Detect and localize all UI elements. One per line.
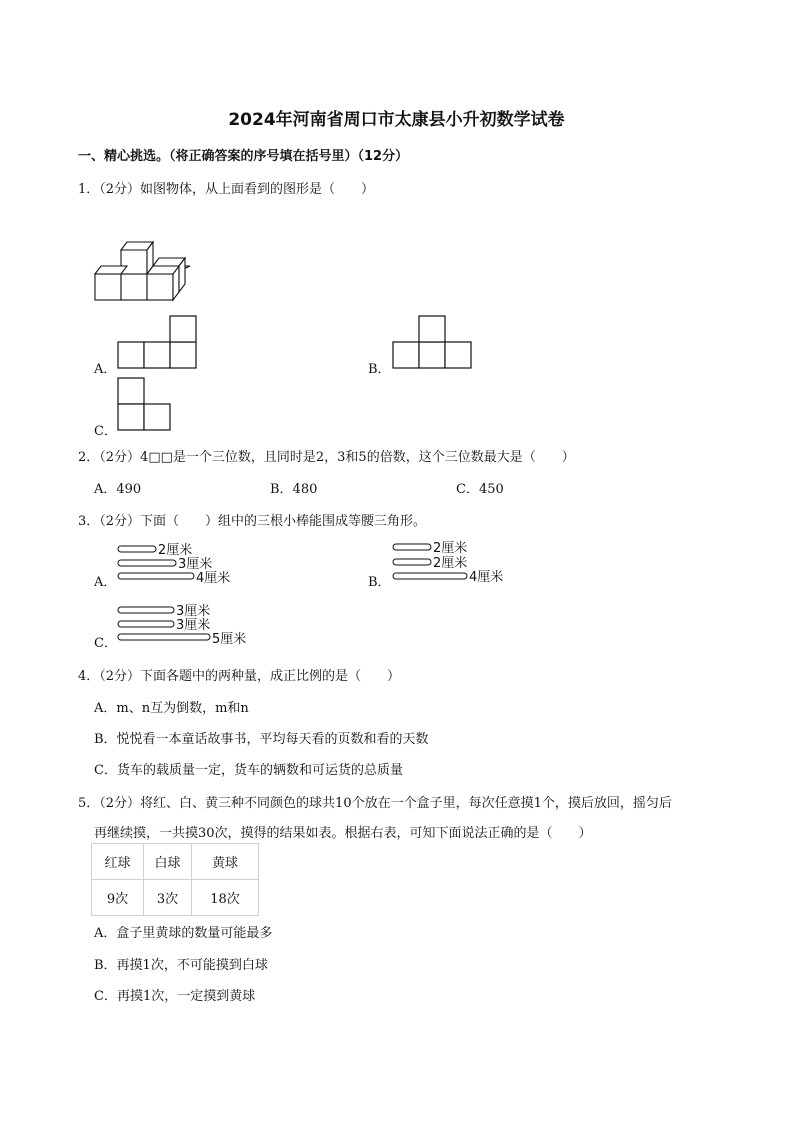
q2-option-a[interactable]: A．490 (94, 482, 142, 497)
q3-c-stick-3-label: 5厘米 (212, 632, 247, 647)
q1-option-b-figure[interactable] (392, 314, 476, 372)
q3-a-stick-3-label: 4厘米 (196, 571, 231, 586)
table-cell-red: 9次 (92, 880, 144, 916)
table-header-white: 白球 (144, 844, 192, 880)
question-3-stem: 3．（2分）下面（ ）组中的三根小棒能围成等腰三角形。 (78, 514, 427, 529)
q3-option-c-label[interactable]: C． (94, 636, 117, 651)
section-heading-1: 一、精心挑选。（将正确答案的序号填在括号里）（12分） (78, 149, 409, 164)
table-header-yellow: 黄球 (192, 844, 259, 880)
table-cell-white: 3次 (144, 880, 192, 916)
q5-result-table (91, 843, 259, 916)
question-5-stem-line-1: 5．（2分）将红、白、黄三种不同颜色的球共10个放在一个盒子里，每次任意摸1个，摸后放回，摇匀后 (78, 796, 672, 811)
q3-c-stick-2-label: 3厘米 (176, 618, 211, 633)
q1-option-c-figure[interactable] (117, 376, 175, 434)
page-title: 2024年河南省周口市太康县小升初数学试卷 (228, 110, 565, 130)
q1-bottom-cube-1 (95, 274, 121, 300)
q1-bottom-cube-3 (147, 274, 173, 300)
q1-bottom-cube-2 (121, 274, 147, 300)
q2-option-c[interactable]: C．450 (456, 482, 504, 497)
q1-top-cube-face (121, 250, 147, 274)
q1-option-a-label[interactable]: A． (94, 362, 117, 377)
q4-option-b[interactable]: B．悦悦看一本童话故事书，平均每天看的页数和看的天数 (94, 732, 429, 747)
q3-option-b-label[interactable]: B． (368, 575, 391, 590)
q5-option-b[interactable]: B．再摸1次，不可能摸到白球 (94, 958, 268, 973)
q3-b-stick-1-label: 2厘米 (433, 541, 468, 556)
table-cell-yellow: 18次 (192, 880, 259, 916)
q1-option-c-label[interactable]: C． (94, 424, 117, 439)
q3-option-a-label[interactable]: A． (94, 575, 117, 590)
question-5-stem-line-2: 再继续摸，一共摸30次，摸得的结果如表。根据右表，可知下面说法正确的是（ ） (94, 826, 592, 841)
table-row (92, 844, 259, 880)
q3-option-a-sticks[interactable] (116, 538, 246, 588)
q1-option-a-figure[interactable] (117, 314, 201, 372)
table-header-red: 红球 (92, 844, 144, 880)
q5-option-c[interactable]: C．再摸1次，一定摸到黄球 (94, 989, 256, 1004)
q4-option-c[interactable]: C．货车的载质量一定，货车的辆数和可运货的总质量 (94, 763, 403, 778)
q4-option-a[interactable]: A．m、n互为倒数，m和n (94, 701, 249, 716)
q3-a-stick-1-label: 2厘米 (158, 543, 193, 558)
question-4-stem: 4．（2分）下面各题中的两种量，成正比例的是（ ） (78, 669, 401, 684)
q3-b-stick-2-label: 2厘米 (433, 556, 468, 571)
q5-option-a[interactable]: A．盒子里黄球的数量可能最多 (94, 926, 273, 941)
q3-a-stick-2-label: 3厘米 (178, 557, 213, 572)
q3-option-b-sticks[interactable] (391, 536, 521, 586)
q2-option-b[interactable]: B．480 (270, 482, 318, 497)
q1-solid-figure (90, 236, 200, 306)
table-row (92, 880, 259, 916)
question-1-stem: 1．（2分）如图物体，从上面看到的图形是（ ） (78, 182, 375, 197)
q1-left-cube-top (95, 266, 127, 274)
q3-c-stick-1-label: 3厘米 (176, 604, 211, 619)
q3-option-c-sticks[interactable] (116, 599, 266, 649)
q1-option-b-label[interactable]: B． (368, 362, 391, 377)
question-2-stem: 2．（2分）4□□是一个三位数，且同时是2，3和5的倍数，这个三位数最大是（ ） (78, 450, 575, 465)
q3-b-stick-3-label: 4厘米 (469, 570, 504, 585)
